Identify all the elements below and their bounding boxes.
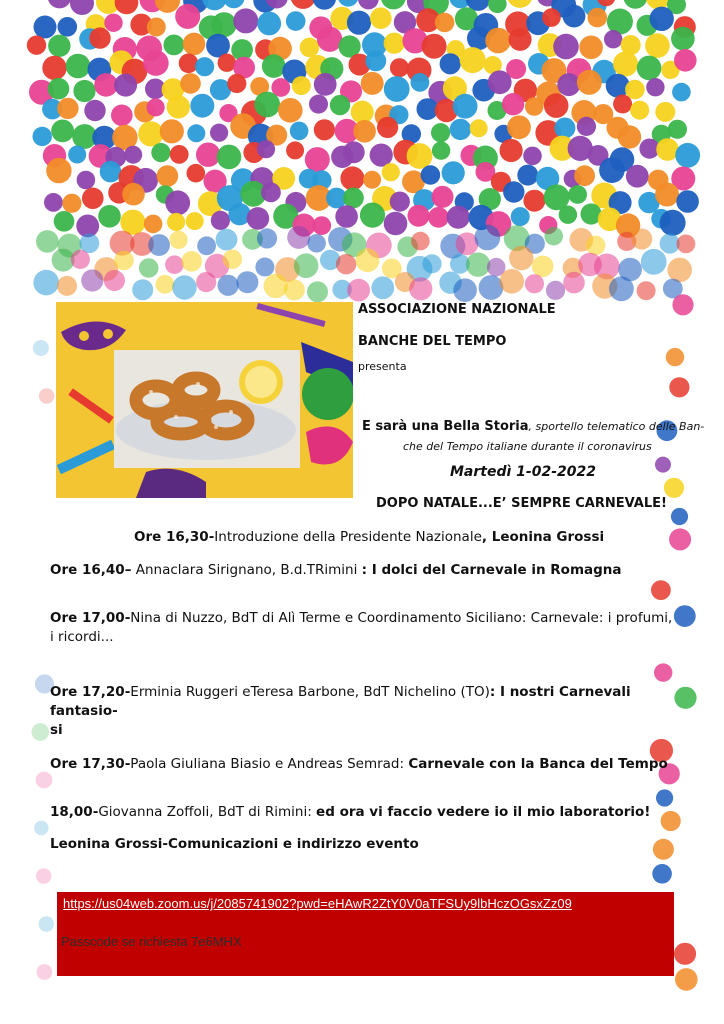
confetti-dot — [33, 270, 59, 296]
confetti-dot — [421, 165, 441, 185]
confetti-dot — [227, 74, 246, 93]
confetti-dot — [356, 248, 380, 272]
confetti-dot — [292, 76, 311, 95]
confetti-dot — [588, 8, 608, 28]
confetti-dot — [33, 127, 52, 146]
confetti-dot — [523, 190, 545, 212]
program-text: Erminia Ruggeri eTeresa Barbone, BdT Nichelino (TO) — [130, 684, 490, 700]
confetti-dot — [637, 281, 656, 300]
confetti-dot — [202, 0, 227, 10]
program-time: Ore 17,20- — [50, 684, 131, 700]
program-time: Ore 16,40– — [50, 562, 132, 578]
confetti-dot — [217, 145, 242, 170]
confetti-dot — [165, 190, 190, 215]
confetti-dot — [453, 278, 477, 302]
confetti-dot — [98, 205, 121, 228]
confetti-dot — [656, 789, 673, 806]
confetti-dot — [646, 78, 664, 96]
confetti-dot — [409, 277, 432, 300]
confetti-dot — [122, 183, 145, 206]
confetti-dot — [351, 101, 374, 124]
confetti-dot — [431, 123, 450, 142]
carnival-sweets-photo — [56, 302, 353, 498]
confetti-dot — [84, 100, 105, 121]
confetti-dot — [507, 115, 531, 139]
confetti-dot — [39, 916, 55, 932]
confetti-dot — [360, 203, 385, 228]
confetti-dot — [656, 138, 679, 161]
confetti-dot — [290, 122, 309, 141]
confetti-dot — [187, 124, 205, 142]
confetti-dot — [343, 141, 365, 163]
confetti-dot — [147, 18, 166, 37]
confetti-dot — [66, 54, 91, 79]
program-item-2 — [50, 561, 622, 580]
program-text: Giovanna Zoffoli, BdT di Rimini: — [98, 804, 317, 820]
presenta-label: presenta — [358, 360, 407, 373]
confetti-dot — [645, 33, 670, 58]
confetti-dot — [212, 12, 237, 37]
confetti-dot — [666, 348, 684, 366]
confetti-dot — [669, 377, 689, 397]
confetti-dot — [577, 117, 596, 136]
confetti-dot — [104, 14, 122, 32]
confetti-dot — [667, 258, 692, 283]
confetti-dot — [579, 36, 603, 60]
program-highlight: Carnevale con la Banca del Tempo — [408, 756, 668, 772]
confetti-dot — [517, 165, 538, 186]
confetti-dot — [422, 254, 441, 273]
confetti-dot — [599, 157, 625, 183]
program-item-3 — [50, 609, 690, 647]
confetti-dot — [197, 236, 216, 255]
event-title: DOPO NATALE...E’ SEMPRE CARNEVALE! — [376, 496, 667, 511]
confetti-dot — [294, 253, 319, 278]
confetti-dot — [57, 276, 77, 296]
confetti-dot — [167, 213, 185, 231]
confetti-dot — [557, 73, 580, 96]
confetti-dot — [546, 281, 565, 300]
confetti-dot — [428, 207, 449, 228]
confetti-dot — [511, 207, 530, 226]
confetti-dot — [317, 27, 342, 52]
confetti-dot — [630, 101, 649, 120]
confetti-dot — [623, 0, 647, 9]
confetti-dot — [233, 8, 258, 33]
confetti-dot — [676, 190, 699, 213]
confetti-dot — [313, 0, 336, 10]
confetti-dot — [532, 255, 554, 277]
confetti-dot — [542, 8, 561, 27]
confetti-dot — [655, 183, 679, 207]
zoom-info-box — [57, 892, 674, 976]
program-item-4 — [50, 683, 690, 740]
confetti-dot — [81, 269, 103, 291]
program-highlight: : I nostri Carnevali fantasio- — [50, 684, 631, 719]
confetti-dot — [160, 119, 184, 143]
program-text-continued: i ricordi... — [50, 629, 114, 645]
confetti-dot — [51, 119, 74, 142]
org-name-line1: ASSOCIAZIONE NAZIONALE — [358, 302, 556, 317]
confetti-dot — [115, 0, 139, 14]
confetti-dot — [503, 181, 524, 202]
confetti-dot — [255, 258, 274, 277]
confetti-dot — [365, 51, 386, 72]
series-line — [362, 415, 704, 434]
confetti-dot — [411, 232, 430, 251]
confetti-dot — [70, 0, 94, 15]
confetti-dot — [675, 968, 698, 991]
confetti-dot — [307, 234, 326, 253]
program-time: Ore 17,30- — [50, 756, 131, 772]
confetti-dot — [195, 57, 214, 76]
confetti-dot — [186, 212, 204, 230]
confetti-dot — [37, 964, 53, 980]
confetti-dot — [390, 192, 410, 212]
confetti-dot — [139, 258, 159, 278]
confetti-dot — [155, 0, 180, 13]
confetti-dot — [470, 119, 488, 137]
confetti-dot — [553, 34, 579, 60]
confetti-dot — [196, 272, 216, 292]
confetti-dot — [34, 16, 57, 39]
confetti-dot — [523, 147, 542, 166]
confetti-dot — [148, 234, 170, 256]
confetti-dot — [507, 0, 533, 8]
confetti-dot — [257, 140, 275, 158]
confetti-dot — [247, 207, 270, 230]
confetti-dot — [604, 30, 622, 48]
confetti-dot — [187, 164, 206, 183]
confetti-dot — [466, 252, 490, 276]
confetti-dot — [73, 80, 95, 102]
confetti-dot — [563, 5, 586, 28]
confetti-dot — [660, 210, 686, 236]
confetti-dot — [669, 528, 691, 550]
confetti-dot — [609, 276, 634, 301]
confetti-dot — [114, 74, 137, 97]
confetti-dot — [262, 54, 286, 78]
confetti-dot — [363, 171, 381, 189]
confetti-dot — [143, 50, 169, 76]
confetti-dot — [500, 269, 525, 294]
confetti-dot — [314, 73, 337, 96]
confetti-dot — [485, 28, 511, 54]
confetti-dot — [147, 98, 165, 116]
confetti-dot — [144, 215, 163, 234]
confetti-dot — [340, 166, 364, 190]
confetti-dot — [309, 95, 328, 114]
confetti-dot — [77, 171, 96, 190]
confetti-dot — [170, 231, 188, 249]
confetti-dot — [651, 580, 671, 600]
confetti-dot — [196, 143, 220, 167]
confetti-dot — [132, 279, 153, 300]
confetti-dot — [71, 250, 90, 269]
program-item-6 — [50, 803, 650, 822]
confetti-dot — [111, 105, 133, 127]
confetti-dot — [450, 119, 471, 140]
confetti-dot — [156, 275, 175, 294]
confetti-dot — [475, 225, 501, 251]
confetti-dot — [586, 236, 606, 256]
confetti-dot — [223, 0, 244, 8]
confetti-dot — [286, 11, 306, 31]
confetti-dot — [358, 0, 379, 9]
confetti-dot — [36, 772, 53, 789]
program-highlight: , Leonina Grossi — [481, 529, 605, 545]
confetti-dot — [36, 868, 51, 883]
confetti-dot — [422, 34, 447, 59]
confetti-dot — [574, 165, 595, 186]
confetti-dot — [626, 165, 649, 188]
confetti-dot — [655, 457, 671, 473]
confetti-dot — [36, 230, 59, 253]
confetti-dot — [432, 186, 454, 208]
confetti-dot — [82, 188, 104, 210]
confetti-dot — [407, 143, 433, 169]
confetti-dot — [353, 120, 376, 143]
confetti-dot — [218, 54, 236, 72]
confetti-dot — [672, 83, 691, 102]
confetti-dot — [671, 27, 695, 51]
confetti-dot — [554, 118, 575, 139]
confetti-dot — [509, 246, 533, 270]
confetti-dot — [151, 143, 170, 162]
series-title: E sarà una Bella Storia — [362, 419, 529, 434]
confetti-dot — [408, 205, 430, 227]
program-time: 18,00- — [50, 804, 99, 820]
program-text: Introduzione della Presidente Nazionale — [214, 529, 482, 545]
confetti-dot — [33, 340, 49, 356]
confetti-dot — [100, 161, 122, 183]
confetti-dot — [34, 821, 48, 835]
program-item-5 — [50, 755, 668, 774]
confetti-dot — [347, 11, 371, 35]
confetti-dot — [257, 12, 281, 36]
confetti-dot — [138, 121, 163, 146]
confetti-dot — [661, 811, 681, 831]
confetti-dot — [58, 17, 78, 37]
confetti-dot — [370, 144, 393, 167]
zoom-link[interactable]: https://us04web.zoom.us/j/2085741902?pwd=eHAwR2ZtY0V0aTFSUy9lbHczOGsxZz09 — [63, 896, 572, 911]
confetti-dot — [300, 38, 320, 58]
confetti-dot — [46, 158, 71, 183]
confetti-dot — [618, 125, 641, 148]
confetti-dot — [382, 163, 400, 181]
confetti-dot — [544, 93, 569, 118]
confetti-dot — [124, 146, 142, 164]
zoom-passcode: Passcode se richiesta 7e6MHX — [61, 934, 242, 949]
confetti-dot — [502, 93, 524, 115]
confetti-dot — [460, 47, 486, 73]
confetti-dot — [170, 145, 189, 164]
confetti-dot — [650, 7, 674, 31]
confetti-dot — [677, 235, 696, 254]
confetti-dot — [381, 0, 406, 9]
confetti-dot — [216, 229, 238, 251]
confetti-dot — [305, 147, 330, 172]
confetti-dot — [577, 70, 602, 95]
confetti-dot — [440, 53, 461, 74]
confetti-dot — [44, 193, 63, 212]
confetti-dot — [48, 78, 70, 100]
confetti-dot — [172, 275, 196, 299]
confetti-dot — [613, 95, 632, 114]
confetti-dot — [544, 227, 563, 246]
confetti-dot — [525, 97, 544, 116]
confetti-dot — [411, 73, 430, 92]
confetti-dot — [287, 226, 310, 249]
confetti-dot — [653, 839, 674, 860]
confetti-dot — [664, 478, 684, 498]
confetti-dot — [307, 281, 328, 302]
confetti-dot — [157, 165, 179, 187]
confetti-dot — [183, 33, 206, 56]
confetti-dot — [390, 58, 409, 77]
confetti-dot — [674, 49, 697, 72]
confetti-dot — [338, 0, 359, 7]
program-text: Paola Giuliana Biasio e Andreas Semrad: — [130, 756, 409, 772]
confetti-dot — [652, 864, 672, 884]
confetti-dot — [181, 251, 202, 272]
confetti-dot — [167, 95, 190, 118]
series-desc-2: che del Tempo italiane durante il coronavirus — [403, 440, 652, 453]
confetti-dot — [370, 7, 392, 29]
confetti-dot — [435, 13, 455, 33]
confetti-dot — [488, 70, 512, 94]
confetti-dot — [330, 95, 350, 115]
confetti-dot — [335, 205, 358, 228]
confetti-dot — [637, 56, 662, 81]
confetti-dot — [559, 206, 577, 224]
confetti-dot — [361, 72, 384, 95]
confetti-dot — [654, 663, 672, 681]
program-text: Annaclara Sirignano, B.d.TRimini — [131, 562, 362, 578]
confetti-dot — [32, 723, 50, 741]
confetti-dot — [48, 35, 70, 57]
confetti-dot — [210, 124, 228, 142]
confetti-dot — [254, 92, 280, 118]
confetti-dot — [371, 276, 394, 299]
confetti-dot — [675, 143, 700, 168]
confetti-dot — [631, 229, 652, 250]
confetti-dot — [39, 388, 54, 403]
confetti-dot — [165, 255, 184, 274]
confetti-dot — [89, 27, 110, 48]
confetti-dot — [57, 98, 78, 119]
org-name-line2: BANCHE DEL TEMPO — [358, 334, 507, 349]
confetti-dot — [286, 141, 304, 159]
confetti-dot — [655, 102, 675, 122]
confetti-dot — [236, 271, 258, 293]
confetti-dot — [211, 211, 230, 230]
confetti-dot — [180, 73, 201, 94]
confetti-dot — [68, 146, 86, 164]
program-time: Ore 17,00- — [50, 610, 131, 626]
confetti-dot — [568, 185, 587, 204]
confetti-dot — [104, 270, 125, 291]
confetti-dot — [453, 94, 478, 119]
confetti-dot — [347, 279, 370, 302]
confetti-dot — [641, 249, 667, 275]
series-desc-1: , sportello telematico delle Ban- — [528, 420, 705, 433]
event-date: Martedì 1-02-2022 — [450, 464, 596, 480]
confetti-dot — [447, 206, 470, 229]
confetti-dot — [48, 0, 72, 8]
confetti-dot — [525, 274, 544, 293]
confetti-dot — [42, 56, 66, 80]
confetti-dot — [264, 274, 288, 298]
confetti-dot — [314, 119, 335, 140]
confetti-dot — [674, 943, 696, 965]
confetti-dot — [442, 161, 465, 184]
confetti-dot — [336, 254, 356, 274]
confetti-dot — [509, 28, 532, 51]
confetti-dot — [278, 98, 303, 123]
confetti-dot — [312, 216, 331, 235]
confetti-dot — [164, 35, 185, 56]
confetti-dot — [613, 51, 638, 76]
confetti-dot — [54, 211, 75, 232]
program-highlight: : I dolci del Carnevale in Romagna — [361, 562, 622, 578]
confetti-dot — [218, 275, 239, 296]
confetti-dot — [284, 279, 305, 300]
confetti-dot — [377, 117, 398, 138]
confetti-dot — [500, 139, 523, 162]
confetti-dot — [62, 194, 81, 213]
confetti-dot — [343, 188, 364, 209]
confetti-dot — [668, 120, 687, 139]
program-highlight: ed ora vi faccio vedere io il mio laboratorio! — [316, 804, 651, 820]
confetti-dot — [257, 228, 277, 248]
confetti-dot — [384, 33, 405, 54]
confetti-dot — [261, 183, 281, 203]
confetti-dot — [432, 141, 450, 159]
program-text: Nina di Nuzzo, BdT di Alì Terme e Coordinamento Siciliano: Carnevale: i profumi, — [130, 610, 673, 626]
confetti-dot — [179, 54, 199, 74]
program-item-1 — [134, 528, 604, 547]
confetti-dot — [190, 94, 214, 118]
program-time: Ore 16,30- — [134, 529, 215, 545]
confetti-dot — [672, 294, 693, 315]
confetti-dot — [175, 4, 200, 29]
confetti-dot — [479, 275, 504, 300]
confetti-dot — [291, 0, 316, 9]
confetti-dot — [223, 250, 242, 269]
confetti-dot — [488, 0, 507, 13]
confetti-dot — [114, 251, 134, 271]
confetti-dot — [671, 508, 688, 525]
confetti-dot — [27, 36, 46, 55]
confetti-dot — [384, 76, 410, 102]
confetti-dot — [384, 212, 408, 236]
program-highlight-continued: si — [50, 722, 63, 738]
confetti-dot — [563, 272, 585, 294]
footer-note: Leonina Grossi-Comunicazioni e indirizzo evento — [50, 836, 419, 852]
